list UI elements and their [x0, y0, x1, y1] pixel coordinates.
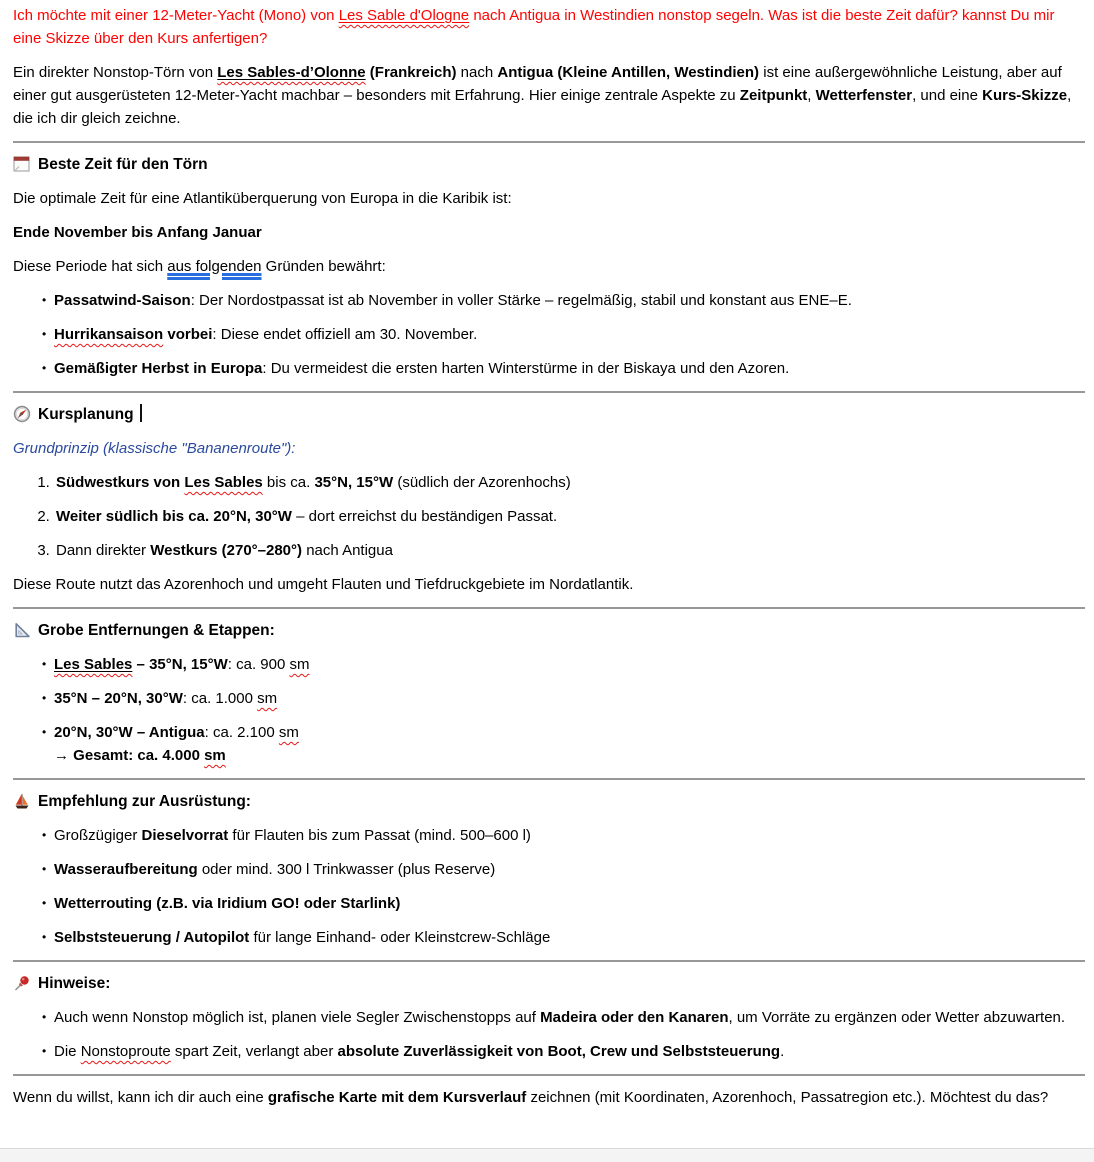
paragraph	[13, 221, 1085, 244]
text-run: : Der Nordostpassat ist ab November in voller Stärke – regelmäßig, stabil und konstant aus ENE–E.	[190, 292, 852, 309]
list-item	[41, 892, 1085, 915]
heading-text: Empfehlung zur Ausrüstung:	[38, 793, 251, 810]
paragraph	[13, 187, 1085, 210]
text-run: für lange Einhand- oder Kleinstcrew-Schläge	[249, 929, 551, 946]
section-heading-ausruestung	[13, 790, 1085, 813]
text-run: →	[54, 747, 74, 764]
list-item	[41, 323, 1085, 346]
text-run: bis ca.	[262, 474, 315, 491]
text-caret	[140, 404, 142, 422]
window-bottom-edge	[0, 1148, 1094, 1162]
heading-text: Grobe Entfernungen & Etappen:	[38, 622, 275, 639]
user-question	[13, 4, 1085, 50]
text-run: 35°N, 15°W	[314, 474, 394, 491]
divider	[13, 960, 1085, 962]
text-run: Dann direkter	[56, 542, 151, 559]
list-item	[41, 858, 1085, 881]
text-run: Antigua (Kleine Antillen, Westindien)	[497, 64, 760, 81]
text-run: Kurs-Skizze	[982, 87, 1068, 104]
list-item	[41, 653, 1085, 676]
divider	[13, 1074, 1085, 1076]
text-run: , die ich dir gleich zeichne.	[13, 87, 1072, 127]
text-run: Ein direkter Nonstop-Törn von	[13, 64, 218, 81]
text-run: Les Sable d'Ologne	[338, 7, 470, 24]
text-run: ist eine außergewöhnliche Leistung, aber auf einer gut ausgerüsteten 12-Meter-Yacht machbar – besonders mit Erfahrung. Hier einige zentrale Aspekte zu	[13, 64, 1062, 104]
pushpin-icon	[13, 974, 31, 992]
list-item	[54, 539, 1085, 562]
list-item	[41, 1040, 1085, 1063]
text-run: Westkurs (270°–280°)	[150, 542, 303, 559]
text-run: Nonstoproute	[80, 1043, 171, 1060]
heading-text: Beste Zeit für den Törn	[38, 156, 208, 173]
text-run: vorbei	[163, 326, 213, 343]
text-run: sm	[257, 690, 278, 707]
compass-icon	[13, 405, 31, 423]
heading-text: Hinweise:	[38, 975, 111, 992]
text-run: (Frankreich)	[365, 64, 457, 81]
divider	[13, 778, 1085, 780]
bullet-list	[13, 289, 1085, 380]
paragraph	[13, 573, 1085, 596]
text-run: Großzügiger	[54, 827, 142, 844]
section-heading-kursplanung	[13, 403, 1085, 426]
text-run: Die optimale Zeit für eine Atlantiküberquerung von Europa in die Karibik ist:	[13, 190, 512, 207]
document-body	[13, 4, 1085, 1109]
text-run: Zeitpunkt	[739, 87, 808, 104]
text-run: Weiter südlich bis ca. 20°N, 30°W	[56, 508, 292, 525]
text-run: sm	[289, 656, 310, 673]
list-item	[41, 721, 1085, 767]
text-run: spart Zeit, verlangt aber	[170, 1043, 338, 1060]
text-run: Auch wenn Nonstop möglich ist, planen viele Segler Zwischenstopps auf	[54, 1009, 541, 1026]
text-run: : Du vermeidest die ersten harten Winterstürme in der Biskaya und den Azoren.	[262, 360, 790, 377]
text-run: : ca. 2.100	[204, 724, 279, 741]
text-run: Dieselvorrat	[141, 827, 229, 844]
list-item	[41, 357, 1085, 380]
text-run: zeichnen (mit Koordinaten, Azorenhoch, Passatregion etc.). Möchtest du das?	[526, 1089, 1049, 1106]
text-run: absolute Zuverlässigkeit von Boot, Crew und Selbststeuerung	[337, 1043, 781, 1060]
bullet-list	[13, 653, 1085, 767]
closing-question	[13, 1086, 1085, 1109]
text-run: Wenn du willst, kann ich dir auch eine	[13, 1089, 268, 1106]
text-run: Wasseraufbereitung	[54, 861, 198, 878]
text-run: oder mind. 300 l Trinkwasser (plus Reserve)	[197, 861, 496, 878]
list-item	[41, 1006, 1085, 1029]
text-run: aus folgenden	[167, 258, 262, 275]
text-run: Diese Route nutzt das Azorenhoch und umgeht Flauten und Tiefdruckgebiete im Nordatlantik.	[13, 576, 634, 593]
text-run: .	[780, 1043, 785, 1060]
text-run: Les Sables-d’Olonne	[217, 64, 366, 81]
section-heading-entfernungen	[13, 619, 1085, 642]
assistant-intro	[13, 61, 1085, 130]
numbered-list	[13, 471, 1085, 562]
text-run: 35°N – 20°N, 30°W	[54, 690, 183, 707]
subheading-grundprinzip	[13, 437, 1085, 460]
section-heading-hinweise	[13, 972, 1085, 995]
text-run: 20°N, 30°W – Antigua	[54, 724, 205, 741]
text-run: nach Antigua	[302, 542, 393, 559]
text-run: – dort erreichst du beständigen Passat.	[291, 508, 558, 525]
text-run: nach Antigua in Westindien nonstop segeln. Was ist die beste Zeit dafür? kannst Du mir eine Skizze über den Kurs anfertigen?	[13, 7, 1055, 47]
text-run: Diese Periode hat sich	[13, 258, 168, 275]
bullet-list	[13, 824, 1085, 949]
text-run: für Flauten bis zum Passat (mind. 500–600 l)	[228, 827, 531, 844]
text-run: Selbststeuerung / Autopilot	[54, 929, 250, 946]
text-run: Gemäßigter Herbst in Europa	[54, 360, 263, 377]
text-run: Madeira oder den Kanaren	[540, 1009, 729, 1026]
text-run: Hurrikansaison	[54, 326, 164, 343]
text-run: : Diese endet offiziell am 30. November.	[212, 326, 478, 343]
heading-text: Kursplanung	[38, 406, 134, 423]
text-run: , und eine	[912, 87, 983, 104]
divider	[13, 141, 1085, 143]
text-run: ,	[807, 87, 816, 104]
text-run: Les Sables	[54, 656, 133, 673]
bullet-list	[13, 1006, 1085, 1063]
text-run: : ca. 1.000	[182, 690, 258, 707]
text-run: Wetterfenster	[815, 87, 913, 104]
text-run: sm	[204, 747, 226, 764]
text-run: – 35°N, 15°W	[132, 656, 228, 673]
text-run: Ende November bis Anfang Januar	[13, 224, 262, 241]
list-item	[54, 505, 1085, 528]
text-run: , um Vorräte zu ergänzen oder Wetter abzuwarten.	[728, 1009, 1066, 1026]
text-run: Ich möchte mit einer 12-Meter-Yacht (Mono) von	[13, 7, 339, 24]
calendar-icon	[13, 155, 31, 173]
text-run: : ca. 900	[227, 656, 290, 673]
list-item	[41, 824, 1085, 847]
list-item	[41, 687, 1085, 710]
text-run: Les Sables	[184, 474, 263, 491]
text-run: Wetterrouting (z.B. via Iridium GO! oder Starlink)	[54, 895, 401, 912]
text-run: nach	[456, 64, 498, 81]
text-run: (südlich der Azorenhochs)	[393, 474, 571, 491]
sailboat-icon	[13, 792, 31, 810]
text-run: Grundprinzip (klassische "Bananenroute"):	[13, 440, 296, 457]
divider	[13, 607, 1085, 609]
divider	[13, 391, 1085, 393]
triangular-ruler-icon	[13, 621, 31, 639]
list-item	[54, 471, 1085, 494]
paragraph	[13, 255, 1085, 278]
text-run: Die	[54, 1043, 81, 1060]
text-run: Südwestkurs von	[56, 474, 185, 491]
text-run: Gesamt: ca. 4.000	[73, 747, 205, 764]
list-item	[41, 926, 1085, 949]
text-run: sm	[278, 724, 299, 741]
text-run: Passatwind-Saison	[54, 292, 191, 309]
text-run: grafische Karte mit dem Kursverlauf	[267, 1089, 527, 1106]
list-item	[41, 289, 1085, 312]
text-run: Gründen bewährt:	[261, 258, 386, 275]
section-heading-beste-zeit	[13, 153, 1085, 176]
